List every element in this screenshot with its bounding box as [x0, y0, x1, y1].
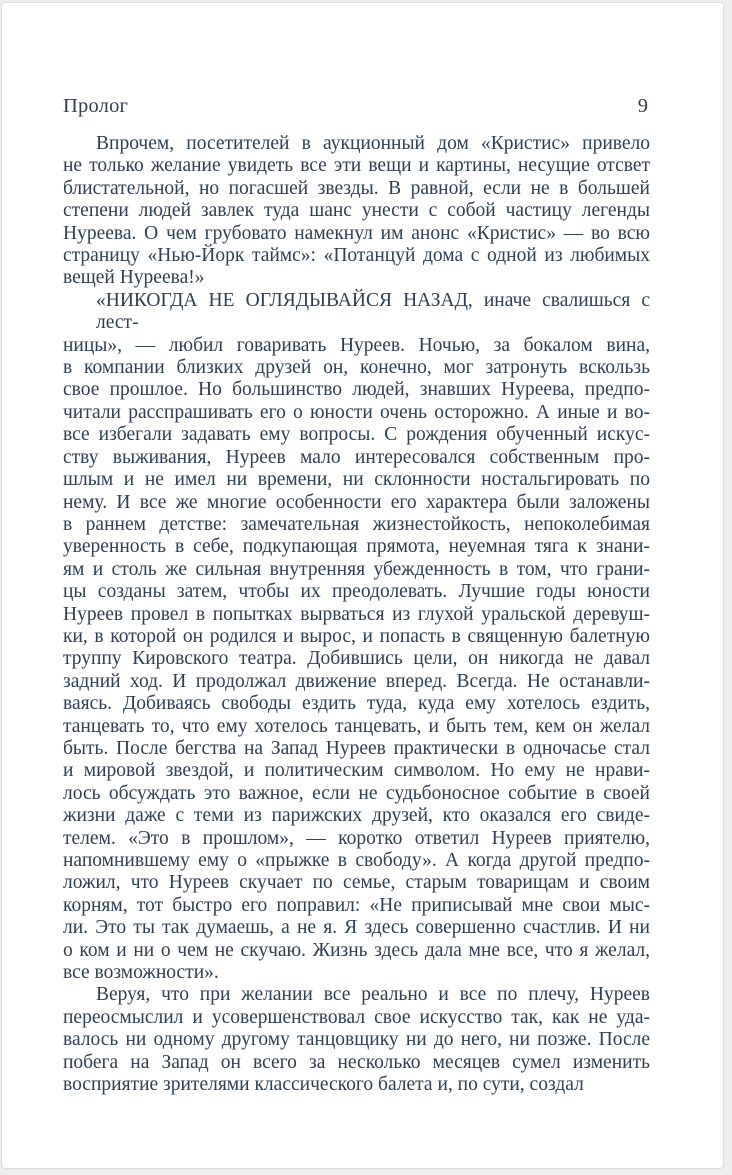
text-line: все избегали задавать ему вопросы. С рождения обученный искус- — [63, 424, 650, 446]
text-line: побега на Запад он всего за несколько месяцев сумел изменить — [63, 1051, 650, 1073]
text-line: быть. После бегства на Запад Нуреев практически в одночасье стал — [63, 737, 650, 759]
text-line: шлым и не имел ни времени, ни склонности ностальгировать по — [63, 469, 650, 491]
text-line: труппу Кировского театра. Добившись цели, он никогда не давал — [63, 648, 650, 670]
book-page — [1, 2, 724, 1169]
text-line: лось обсуждать это важное, если не судьбоносное событие в своей — [63, 782, 650, 804]
text-line: нему. И все же многие особенности его характера были заложены — [63, 491, 650, 513]
paragraph — [63, 984, 650, 1096]
text-line: ложил, что Нуреев скучает по семье, старым товарищам и своим — [63, 872, 650, 894]
text-line: переосмыслил и усовершенствовал свое искусство так, как не уда- — [63, 1006, 650, 1028]
body-text — [63, 133, 650, 1096]
text-line: уверенность в себе, подкупающая прямота, неуемная тяга к знани- — [63, 536, 650, 558]
text-line: Впрочем, посетителей в аукционный дом «Кристис» привело — [96, 133, 650, 154]
text-line: читали расспрашивать его о юности очень осторожно. А иные и во- — [63, 401, 650, 423]
page-content — [63, 94, 650, 1096]
paragraph — [63, 133, 650, 290]
text-line: все возможности». — [63, 962, 219, 984]
text-line: цы созданы затем, чтобы их преодолевать. Лучшие годы юности — [63, 581, 650, 603]
text-line: жизни даже с теми из парижских друзей, кто оказался его свиде- — [63, 805, 650, 827]
text-line: задний ход. И продолжал движение вперед. Всегда. Не останавли- — [63, 670, 650, 692]
text-line: ям и столь же сильная внутренняя убежденность в том, что грани- — [63, 558, 650, 580]
text-line: корням, тот быстро его поправил: «Не приписывай мне свои мыс- — [63, 894, 650, 916]
text-line: ваясь. Добиваясь свободы ездить туда, куда ему хотелось ездить, — [63, 693, 650, 715]
text-line: Веруя, что при желании все реально и все по плечу, Нуреев — [96, 984, 650, 1006]
running-header — [63, 94, 650, 118]
text-line: и мировой звездой, и политическим символом. Но ему не нрави- — [63, 760, 650, 782]
text-line: страницу «Нью-Йорк таймс»: «Потанцуй дома с одной из любимых — [63, 245, 650, 267]
text-line: степени людей завлек туда шанс унести с собой частицу легенды — [63, 200, 650, 222]
text-line: валось ни одному другому танцовщику ни до него, ни позже. После — [63, 1029, 650, 1051]
text-line: свое прошлое. Но большинство людей, знавших Нуреева, предпо- — [63, 379, 650, 401]
text-line: танцевать то, что ему хотелось танцевать, и быть тем, кем он желал — [63, 715, 650, 737]
chapter-title: Пролог — [63, 95, 129, 117]
text-line: ницы», — любил говаривать Нуреев. Ночью, за бокалом вина, — [63, 334, 650, 356]
text-line: Нуреев провел в попытках вырваться из глухой уральской деревуш- — [63, 603, 650, 625]
paragraph — [63, 290, 650, 985]
text-line: ли. Это ты так думаешь, а не я. Я здесь совершенно счастлив. И ни — [63, 917, 650, 939]
text-line: восприятие зрителями классического балета и, по сути, создал — [63, 1074, 584, 1096]
text-line: в раннем детстве: замечательная жизнестойкость, непоколебимая — [63, 513, 650, 535]
text-line: Нуреева. О чем грубовато намекнул им анонс «Кристис» — во всю — [63, 222, 650, 244]
text-line: «НИКОГДА НЕ ОГЛЯДЫВАЙСЯ НАЗАД, иначе свалишься с лест- — [96, 289, 650, 334]
text-line: в компании близких друзей он, конечно, мог затронуть вскользь — [63, 357, 650, 379]
page-number: 9 — [637, 95, 648, 117]
text-line: вещей Нуреева!» — [63, 267, 205, 289]
text-line: о ком и ни о чем не скучаю. Жизнь здесь дала мне все, что я желал, — [63, 939, 650, 961]
text-line: ству выживания, Нуреев мало интересовался собственным про- — [63, 446, 650, 468]
text-line: ки, в которой он родился и вырос, и попасть в священную балетную — [63, 625, 650, 647]
text-line: напомнившему ему о «прыжке в свободу». А когда другой предпо- — [63, 850, 650, 871]
text-line: телем. «Это в прошлом», — коротко ответил Нуреев приятелю, — [63, 827, 650, 849]
text-line: блистательной, но погасшей звезды. В равной, если не в большей — [63, 177, 650, 199]
text-line: не только желание увидеть все эти вещи и картины, несущие отсвет — [63, 155, 650, 177]
